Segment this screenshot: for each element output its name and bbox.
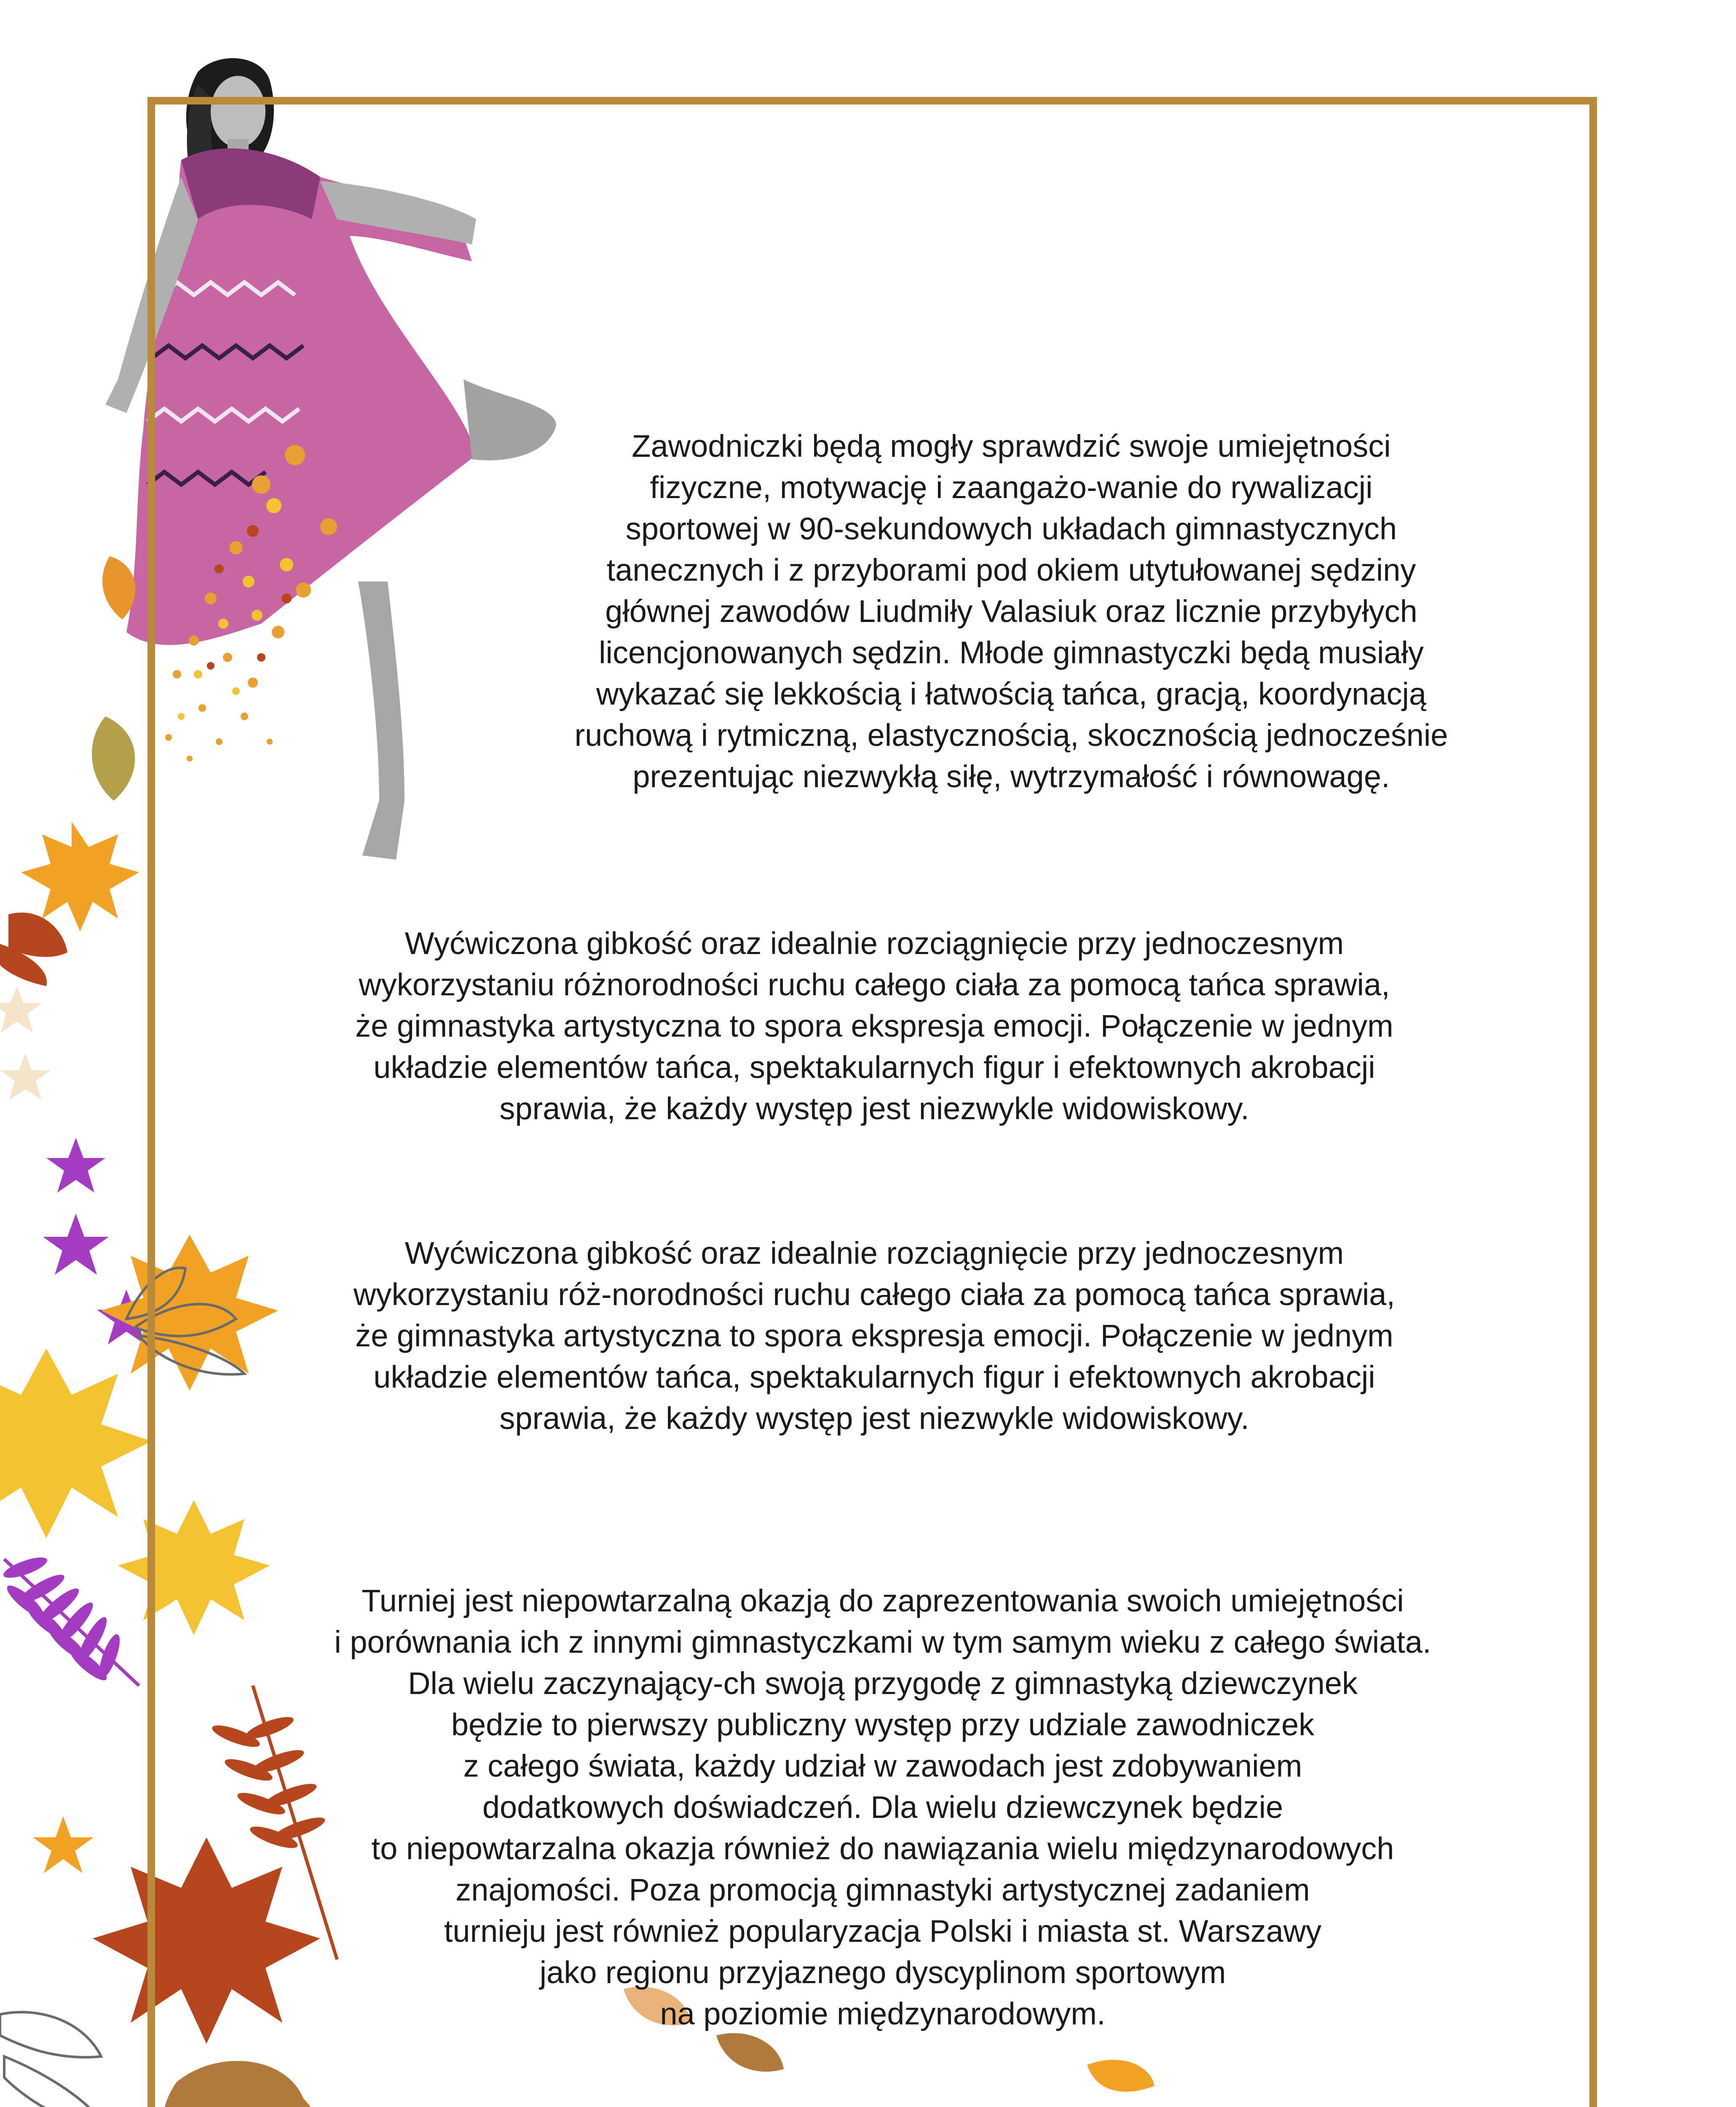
paragraph-flexibility-repeat: Wyćwiczona gibkość oraz idealnie rozciągnięcie przy jednoczesnym wykorzystaniu róż-norodności ruchu całego ciała za pomocą tańca sprawia, że gimnastyka artystyczna to spora ekspresja emocji. Połączenie w jednym układzie elementów tańca, spektakularnych figur i efektownych akrobacji sprawia, że każdy występ jest niezwykle widowiskowy. [354,1236,1395,1436]
paragraph-competitors: Zawodniczki będą mogły sprawdzić swoje umiejętności fizyczne, motywację i zaangażo-wanie do rywalizacji sportowej w 90-sekundowych układach gimnastycznych tanecznych i z przyborami pod okiem utytułowanej sędziny głównej zawodów Liudmiły Valasiuk oraz licznie przybyłych licencjonowanych sędzin. Młode gimnastyczki będą musiały wykazać się lekkością i łatwością tańca, gracją, koordynacją ruchową i rytmiczną, elastycznością, skocznością jednocześnie prezentując niezwykłą siłę, wytrzymałość i równowagę. [574,429,1448,794]
paragraph-flexibility: Wyćwiczona gibkość oraz idealnie rozciągnięcie przy jednoczesnym wykorzystaniu różnorodności ruchu całego ciała za pomocą tańca sprawia, że gimnastyka artystyczna to spora ekspresja emocji. Połączenie w jednym układzie elementów tańca, spektakularnych figur i efektownych akrobacji sprawia, że każdy występ jest niezwykle widowiskowy. [355,926,1393,1126]
paragraph-tournament: Turniej jest niepowtarzalną okazją do zaprezentowania swoich umiejętności i porównania ich z innymi gimnastyczkami w tym samym wieku z całego świata. Dla wielu zaczynający-ch swoją przygodę z gimnastyką dziewczynek będzie to pierwszy publiczny występ przy udziale zawodniczek z całego świata, każdy udział w zawodach jest zdobywaniem dodatkowych doświadczeń. Dla wielu dziewczynek będzie to niepowtarzalna okazja również do nawiązania wielu międzynarodowych znajomości. Poza promocją gimnastyki artystycznej zadaniem turnieju jest również popularyzacja Polski i miasta st. Warszawy jako regionu przyjaznego dyscyplinom sportowym na poziomie międzynarodowym. [334,1583,1431,2031]
